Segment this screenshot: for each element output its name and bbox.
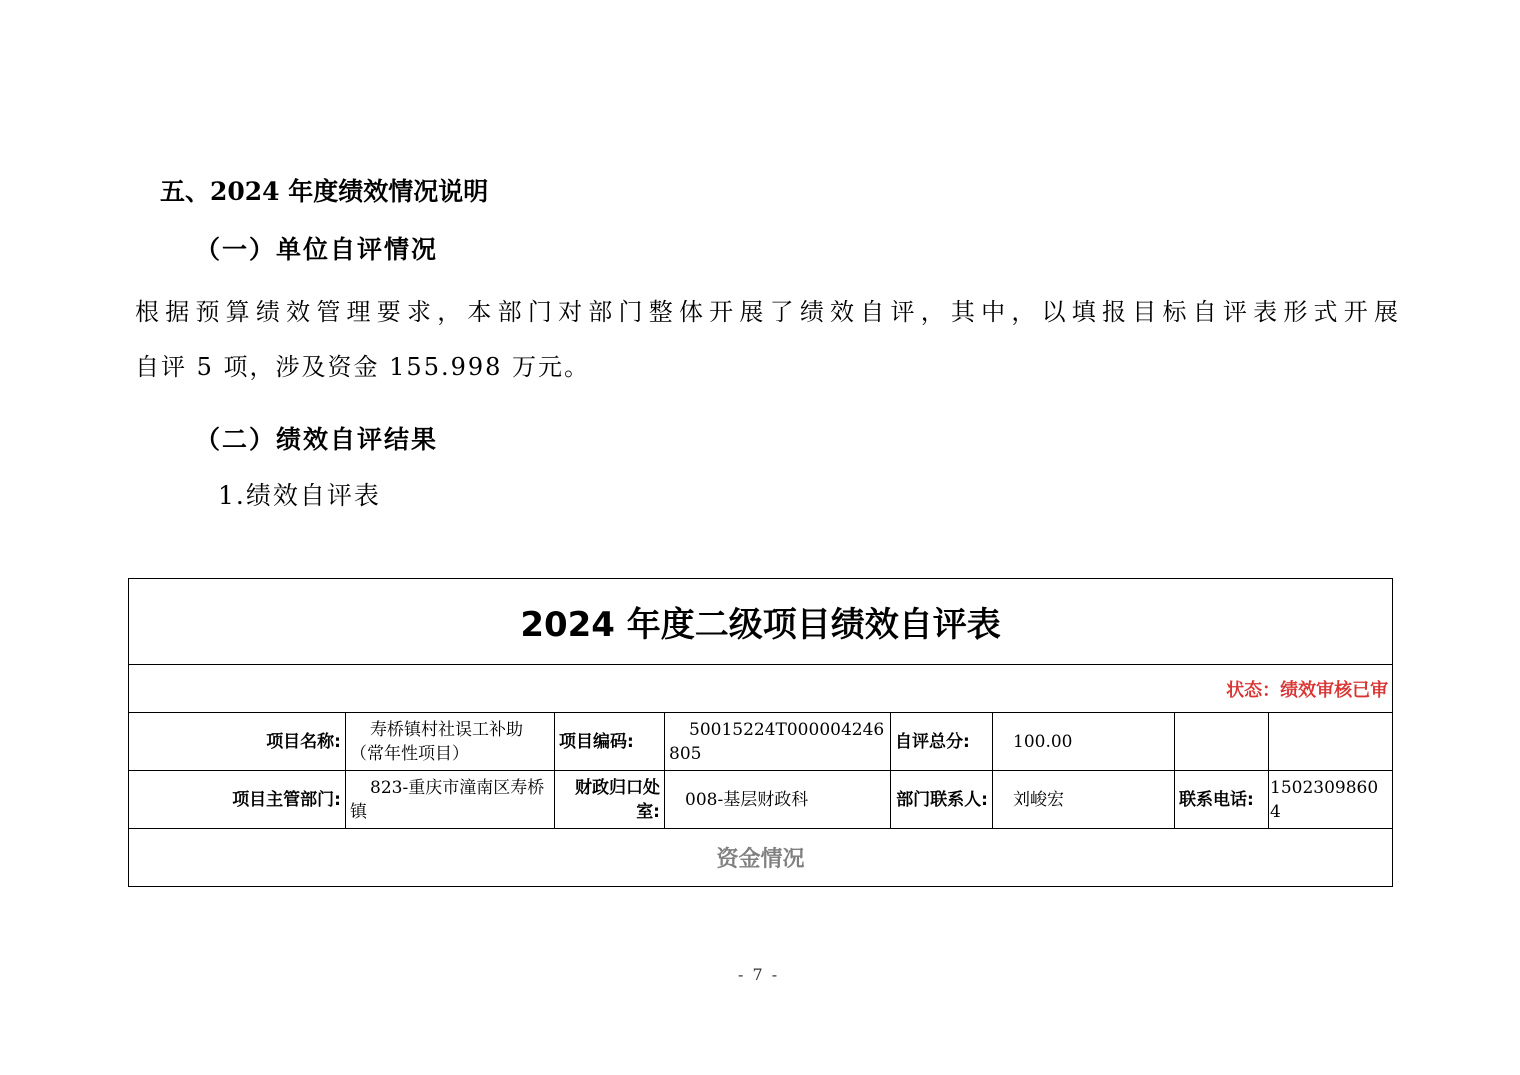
contact-label: 部门联系人: [891, 771, 993, 829]
funds-section-heading: 资金情况 [129, 829, 1393, 887]
page-number: - 7 - [738, 965, 780, 984]
score-value: 100.00 [993, 713, 1175, 771]
project-name-label: 项目名称: [129, 713, 346, 771]
finance-office-label: 财政归口处室: [555, 771, 665, 829]
subsection-heading-self-evaluation: （一）单位自评情况 [195, 235, 439, 264]
paragraph-line-2: 自评 5 项，涉及资金 155.998 万元。 [135, 353, 591, 381]
contact-value: 刘峻宏 [993, 771, 1175, 829]
empty-cell [1175, 713, 1269, 771]
subsection-heading-results: （二）绩效自评结果 [195, 425, 439, 454]
table-title: 2024 年度二级项目绩效自评表 [129, 579, 1393, 665]
phone-value: 15023098604 [1269, 771, 1393, 829]
project-name-value: 寿桥镇村社误工补助（常年性项目） [346, 713, 555, 771]
project-code-label: 项目编码: [555, 713, 665, 771]
phone-label: 联系电话: [1175, 771, 1269, 829]
status-text: 状态：绩效审核已审 [129, 665, 1393, 713]
self-evaluation-table [128, 578, 1393, 887]
paragraph-line-1: 根据预算绩效管理要求，本部门对部门整体开展了绩效自评，其中，以填报目标自评表形式开展 [135, 298, 1400, 326]
item-heading-table: 1.绩效自评表 [218, 481, 381, 510]
dept-value: 823-重庆市潼南区寿桥镇 [346, 771, 555, 829]
project-code-value: 50015224T000004246805 [665, 713, 891, 771]
empty-cell [1269, 713, 1393, 771]
section-heading: 五、2024 年度绩效情况说明 [160, 177, 489, 206]
finance-office-value: 008-基层财政科 [665, 771, 891, 829]
score-label: 自评总分: [891, 713, 993, 771]
dept-label: 项目主管部门: [129, 771, 346, 829]
